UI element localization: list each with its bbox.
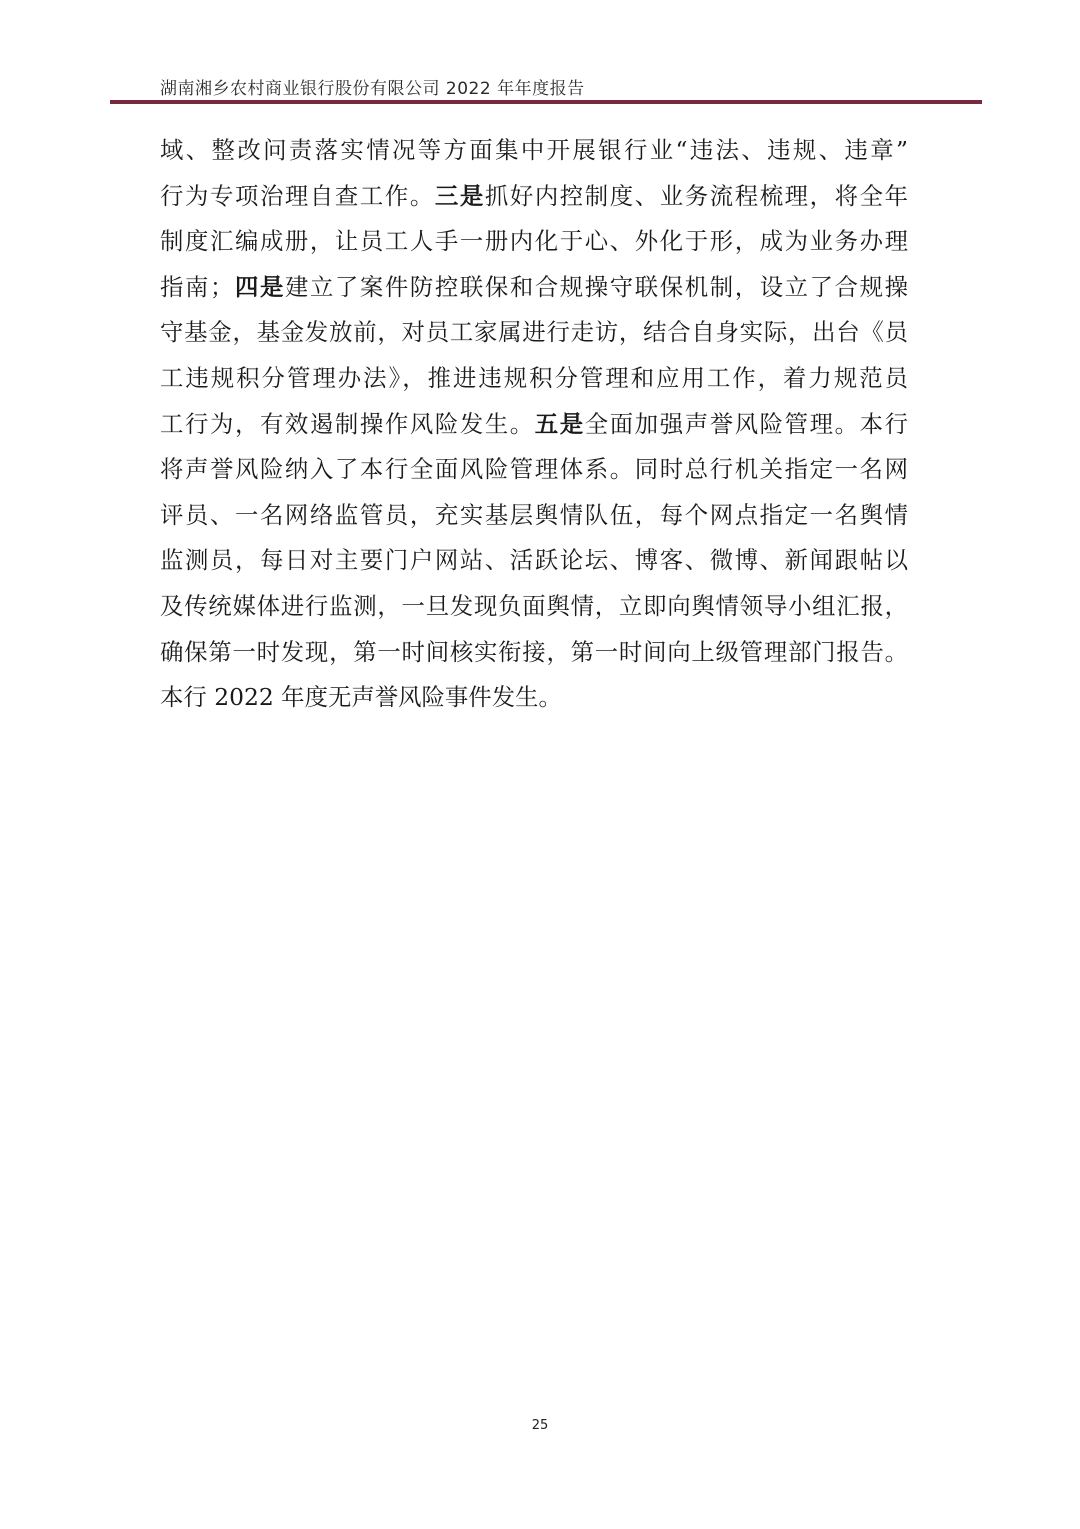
paragraph-line: 域、整改问责落实情况等方面集中开展银行业“违法、违规、违章” — [160, 136, 908, 164]
paragraph-line: 本行 2022 年度无声誉风险事件发生。 — [160, 683, 562, 712]
paragraph-line: 将声誉风险纳入了本行全面风险管理体系。同时总行机关指定一名网 — [160, 455, 908, 484]
bold-keyword: 四是 — [233, 272, 285, 301]
bold-keyword: 三是 — [434, 181, 485, 210]
report-body — [160, 128, 908, 721]
paragraph-line: 评员、一名网络监管员，充实基层舆情队伍，每个网点指定一名舆情 — [160, 500, 908, 529]
page-number: 25 — [531, 1418, 549, 1433]
paragraph-line: 监测员，每日对主要门户网站、活跃论坛、博客、微博、新闻跟帖以 — [160, 546, 908, 575]
bold-keyword: 五是 — [534, 409, 585, 438]
paragraph-line: 工行为，有效遏制操作风险发生。五是全面加强声誉风险管理。本行 — [160, 409, 908, 438]
paragraph-line: 守基金，基金发放前，对员工家属进行走访，结合自身实际，出台《员 — [160, 318, 908, 347]
report-header-title: 湖南湘乡农村商业银行股份有限公司 2022 年年度报告 — [160, 79, 585, 99]
paragraph-line: 工违规积分管理办法》，推进违规积分管理和应用工作，着力规范员 — [160, 363, 908, 392]
header-divider — [110, 100, 982, 104]
paragraph-line: 及传统媒体进行监测，一旦发现负面舆情，立即向舆情领导小组汇报， — [160, 591, 908, 620]
paragraph-line: 确保第一时发现，第一时间核实衔接，第一时间向上级管理部门报告。 — [160, 637, 908, 666]
paragraph-line: 行为专项治理自查工作。三是抓好内控制度、业务流程梳理，将全年 — [160, 181, 908, 210]
paragraph-line: 制度汇编成册，让员工人手一册内化于心、外化于形，成为业务办理 — [160, 227, 908, 256]
paragraph-line: 指南；四是建立了案件防控联保和合规操守联保机制，设立了合规操 — [160, 272, 908, 301]
